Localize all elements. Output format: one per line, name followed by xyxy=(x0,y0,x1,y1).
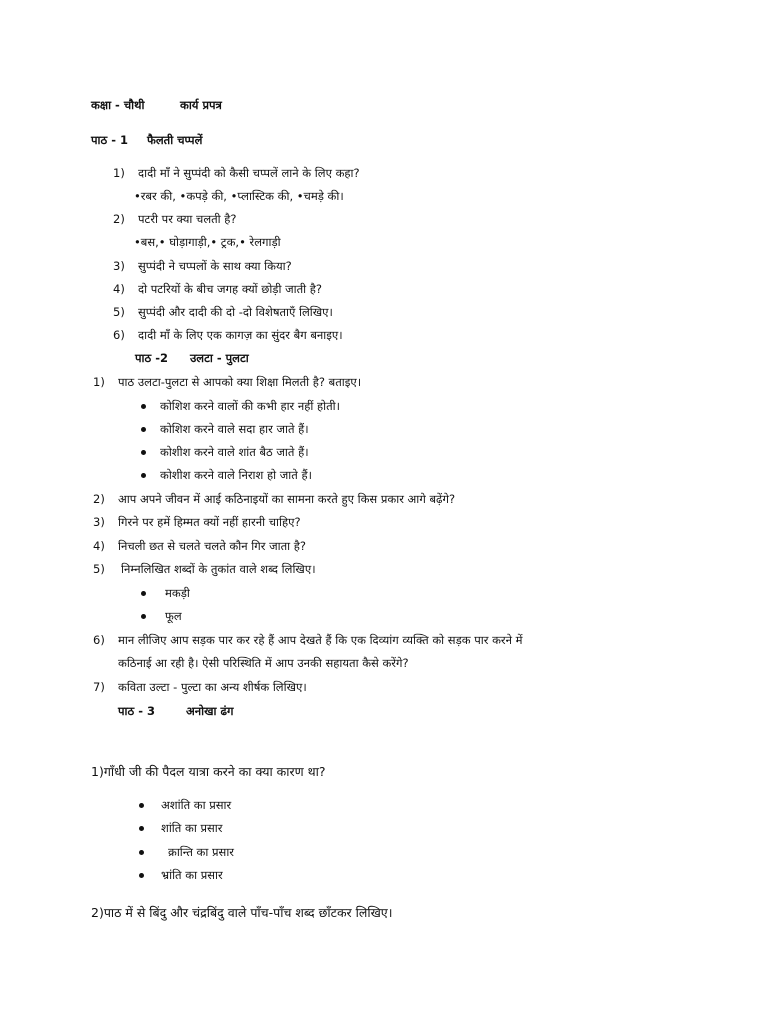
lesson2-q5-text: निम्नलिखित शब्दों के तुकांत वाले शब्द लिखिए। xyxy=(121,562,316,576)
lesson3-q2-text: 2)पाठ में से बिंदु और चंद्रबिंदु वाले पाँच-पाँच शब्द छाँटकर लिखिए। xyxy=(91,905,393,920)
bullet-icon xyxy=(141,591,146,596)
lesson1-q2-text: पटरी पर क्या चलती है? xyxy=(138,212,237,226)
lesson2-q6-line1: मान लीजिए आप सड़क पार कर रहे हैं आप देखते हैं कि एक दिव्यांग व्यक्ति को सड़क पार करने में xyxy=(118,633,523,647)
bullet-icon xyxy=(139,850,144,855)
class-label: कक्षा - चौथी xyxy=(91,98,145,112)
lesson3-q1-text: 1)गाँधी जी की पैदल यात्रा करने का क्या कारण था? xyxy=(91,764,326,779)
lesson2-q3-text: गिरने पर हमें हिम्मत क्यों नहीं हारनी चाहिए? xyxy=(118,515,301,529)
lesson2-q7-text: कविता उल्टा - पुल्टा का अन्य शीर्षक लिखिए। xyxy=(118,680,307,694)
bullet-icon xyxy=(141,473,146,478)
lesson1-q2-number: 2) xyxy=(113,212,125,226)
lesson2-number: पाठ -2 xyxy=(135,351,168,365)
lesson2-q2-number: 2) xyxy=(93,492,105,506)
lesson1-q3-text: सुप्पंदी ने चप्पलों के साथ क्या किया? xyxy=(138,259,292,273)
lesson1-title: फैलती चप्पलें xyxy=(147,133,203,147)
lesson3-q1-option: क्रान्ति का प्रसार xyxy=(168,845,235,859)
lesson3-q1-option: शांति का प्रसार xyxy=(161,821,223,835)
lesson2-title: उलटा - पुलटा xyxy=(190,351,249,365)
lesson2-q1-option: कोशीश करने वाले निराश हो जाते हैं। xyxy=(160,468,312,482)
lesson1-q2-options: •बस,• घोड़ागाड़ी,• ट्रक,• रेलगाड़ी xyxy=(134,235,281,249)
lesson1-q4-text: दो पटरियों के बीच जगह क्यों छोड़ी जाती है? xyxy=(138,282,323,296)
lesson3-q1-option: भ्रांति का प्रसार xyxy=(161,868,223,882)
worksheet-title: कार्य प्रपत्र xyxy=(180,98,222,112)
lesson2-q1-option: कोशिश करने वाले सदा हार जाते हैं। xyxy=(160,422,309,436)
bullet-icon xyxy=(139,873,144,878)
lesson1-q3-number: 3) xyxy=(113,259,125,273)
bullet-icon xyxy=(141,404,146,409)
bullet-icon xyxy=(141,427,146,432)
bullet-icon xyxy=(141,450,146,455)
lesson1-q1-text: दादी माँ ने सुप्पंदी को कैसी चप्पलें लाने के लिए कहा? xyxy=(138,166,360,180)
lesson2-q1-option: कोशीश करने वाले शांत बैठ जाते हैं। xyxy=(160,445,309,459)
lesson2-q1-number: 1) xyxy=(93,375,105,389)
lesson1-q6-text: दादी माँ के लिए एक कागज़ का सुंदर बैग बनाइए। xyxy=(138,328,343,342)
lesson3-q1-option: अशांति का प्रसार xyxy=(161,798,232,812)
bullet-icon xyxy=(141,614,146,619)
bullet-icon xyxy=(139,826,144,831)
lesson2-q5-number: 5) xyxy=(93,562,105,576)
lesson2-q2-text: आप अपने जीवन में आई कठिनाइयों का सामना करते हुए किस प्रकार आगे बढ़ेंगे? xyxy=(118,492,456,506)
lesson3-title: अनोखा ढंग xyxy=(186,704,234,718)
lesson1-q4-number: 4) xyxy=(113,282,125,296)
lesson1-q5-number: 5) xyxy=(113,305,125,319)
lesson3-number: पाठ - 3 xyxy=(118,704,155,718)
lesson1-q6-number: 6) xyxy=(113,328,125,342)
lesson1-q5-text: सुप्पंदी और दादी की दो -दो विशेषताएँ लिखिए। xyxy=(138,305,333,319)
lesson1-q1-number: 1) xyxy=(113,166,125,180)
lesson2-q6-line2: कठिनाई आ रही है। ऐसी परिस्थिति में आप उनकी सहायता कैसे करेंगे? xyxy=(118,656,409,670)
lesson2-q4-number: 4) xyxy=(93,539,105,553)
lesson1-number: पाठ - 1 xyxy=(91,133,128,147)
lesson2-q1-text: पाठ उलटा-पुलटा से आपको क्या शिक्षा मिलती है? बताइए। xyxy=(118,375,362,389)
bullet-icon xyxy=(139,803,144,808)
lesson2-q1-option: कोशिश करने वालों की कभी हार नहीं होती। xyxy=(160,399,341,413)
lesson1-q1-options: •रबर की, •कपड़े की, •प्लास्टिक की, •चमड़े की। xyxy=(134,189,344,203)
lesson2-q3-number: 3) xyxy=(93,515,105,529)
lesson2-q7-number: 7) xyxy=(93,680,105,694)
lesson2-q5-option: फूल xyxy=(165,609,182,623)
lesson2-q4-text: निचली छत से चलते चलते कौन गिर जाता है? xyxy=(118,539,306,553)
lesson2-q6-number: 6) xyxy=(93,633,105,647)
lesson2-q5-option: मकड़ी xyxy=(165,586,190,600)
